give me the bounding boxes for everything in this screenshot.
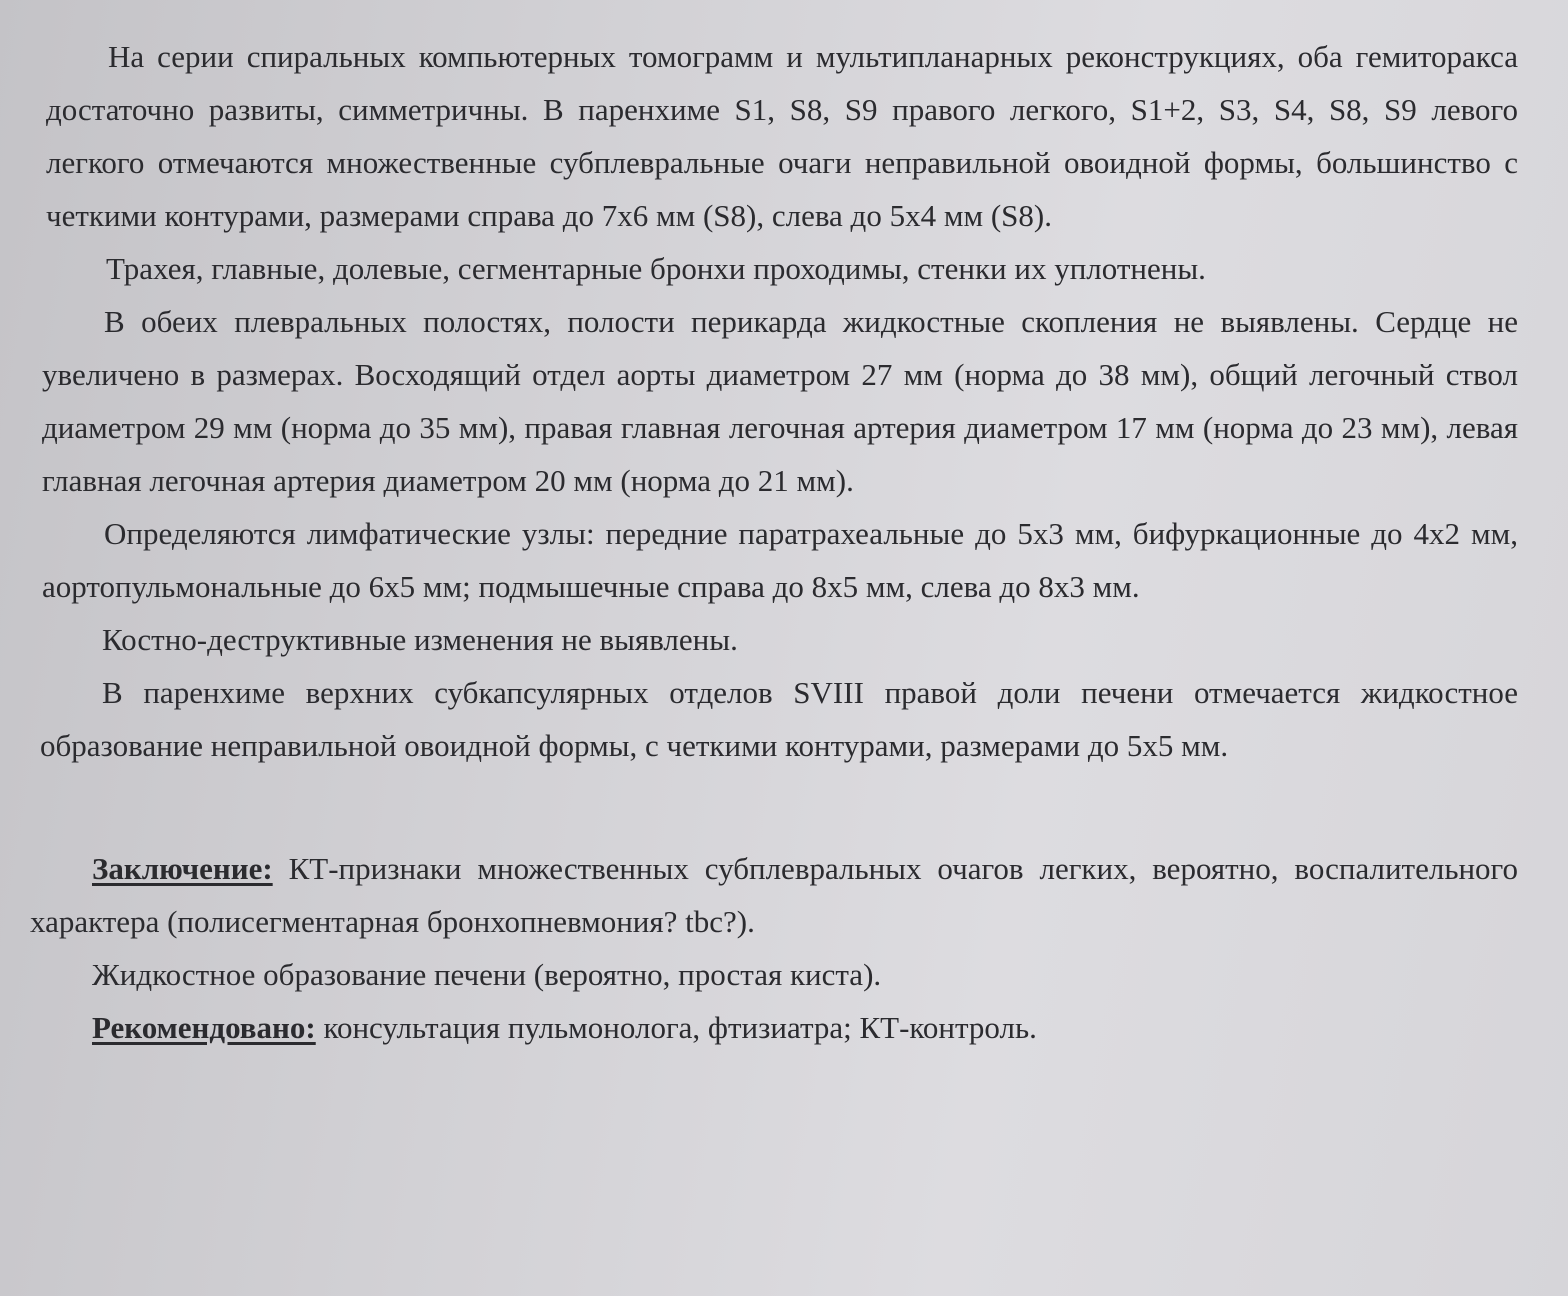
recommendation-paragraph: [30, 1001, 1518, 1054]
findings-paragraph-lungs: На серии спиральных компьютерных томограмм и мультипланарных реконструкциях, оба гемиторакса достаточно развиты, симметричны. В паренхиме S1, S8, S9 правого легкого, S1+2, S3, S4, S8, S9 левого легкого отмечаются множественные субплевральные очаги неправильной овоидной формы, большинство с четкими контурами, размерами справа до 7х6 мм (S8), слева до 5х4 мм (S8).: [46, 39, 1518, 233]
section-spacer: [40, 772, 1518, 842]
conclusion-label: Заключение:: [92, 851, 273, 886]
findings-paragraph-heart: В обеих плевральных полостях, полости перикарда жидкостные скопления не выявлены. Сердце не увеличено в размерах. Восходящий отдел аорты диаметром 27 мм (норма до 38 мм), общий легочный ствол диаметром 29 мм (норма до 35 мм), правая главная легочная артерия диаметром 17 мм (норма до 23 мм), левая главная легочная артерия диаметром 20 мм (норма до 21 мм).: [42, 304, 1518, 498]
conclusion-paragraph: [30, 842, 1518, 948]
conclusion-liver-line: Жидкостное образование печени (вероятно, простая киста).: [92, 957, 882, 992]
recommendation-text: консультация пульмонолога, фтизиатра; КТ-контроль.: [315, 1010, 1037, 1045]
findings-paragraph-bones: Костно-деструктивные изменения не выявлены.: [102, 622, 738, 657]
recommendation-label: Рекомендовано:: [92, 1010, 316, 1045]
findings-paragraph-liver: В паренхиме верхних субкапсулярных отделов SVIII правой доли печени отмечается жидкостное образование неправильной овоидной формы, с четкими контурами, размерами до 5х5 мм.: [40, 675, 1518, 763]
findings-paragraph-trachea: Трахея, главные, долевые, сегментарные бронхи проходимы, стенки их уплотнены.: [106, 251, 1206, 286]
findings-paragraph-lymph-nodes: Определяются лимфатические узлы: передние паратрахеальные до 5х3 мм, бифуркационные до 4х2 мм, аортопульмональные до 6х5 мм; подмышечные справа до 8х5 мм, слева до 8х3 мм.: [42, 516, 1518, 604]
conclusion-text: КТ-признаки множественных субплевральных очагов легких, вероятно, воспалительного характера (полисегментарная бронхопневмония? tbc?).: [30, 851, 1518, 939]
